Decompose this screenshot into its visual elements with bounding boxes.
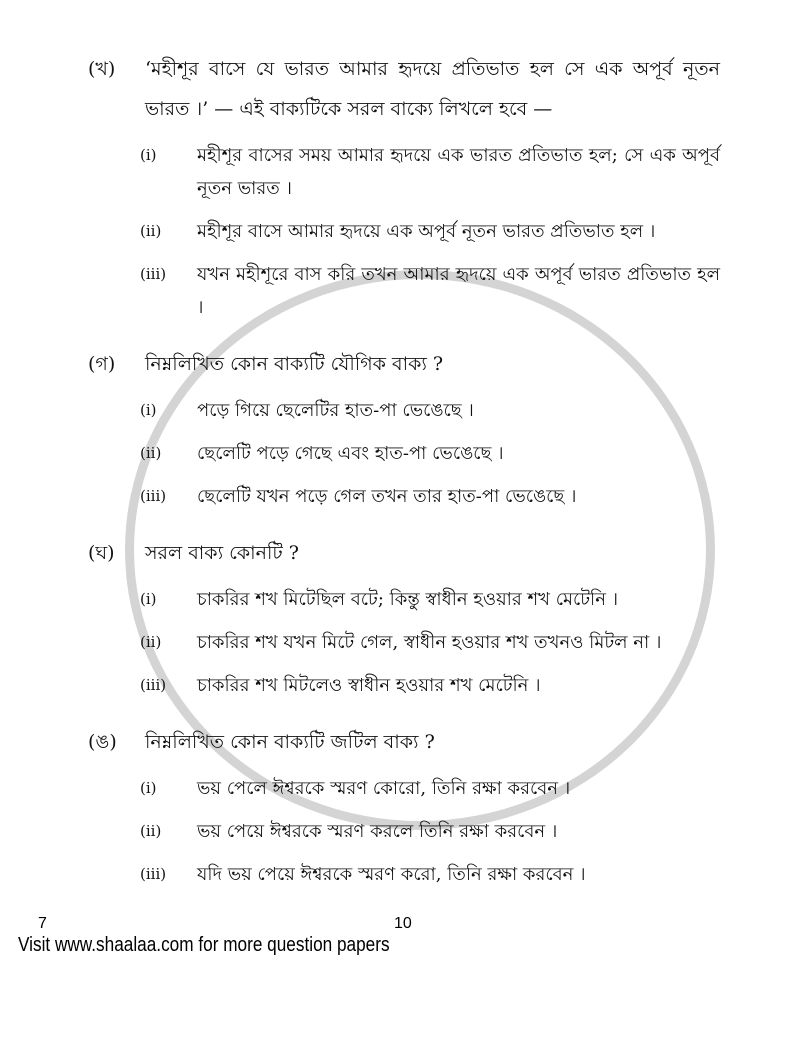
option [140, 858, 720, 891]
option-number: (ii) [140, 222, 162, 240]
option-text: মহীশূর বাসে আমার হৃদয়ে এক অপূর্ব নূতন ভারত প্রতিভাত হল । [197, 221, 656, 242]
question-label: (খ) [88, 58, 116, 80]
footer-left-number: 7 [38, 915, 47, 932]
option [140, 258, 720, 324]
option [140, 394, 720, 427]
question-text: নিম্নলিখিত কোন বাক্যটি জটিল বাক্য ? [145, 731, 435, 753]
question-text: নিম্নলিখিত কোন বাক্যটি যৌগিক বাক্য ? [145, 353, 444, 375]
option [140, 480, 720, 513]
option-number: (iii) [140, 487, 167, 505]
footer-numbers [18, 915, 800, 933]
question-text: ‘মহীশূর বাসে যে ভারত আমার হৃদয়ে প্রতিভাত হল সে এক অপূর্ব নূতন ভারত ।’ — এই বাক্যটিকে সরল বাক্যে লিখলে হবে — [145, 58, 720, 120]
option-text: যখন মহীশূরে বাস করি তখন আমার হৃদয়ে এক অপূর্ব ভারত প্রতিভাত হল । [197, 264, 720, 318]
option-number: (i) [140, 590, 157, 608]
option-text: চাকরির শখ মিটেছিল বটে; কিন্তু স্বাধীন হওয়ার শখ মেটেনি । [197, 589, 619, 610]
option [140, 669, 720, 702]
question-nga [88, 722, 720, 762]
option [140, 215, 720, 248]
option-number: (iii) [140, 865, 167, 883]
option [140, 626, 720, 659]
option [140, 437, 720, 470]
option-text: মহীশূর বাসের সময় আমার হৃদয়ে এক ভারত প্রতিভাত হল; সে এক অপূর্ব নূতন ভারত । [197, 145, 720, 199]
question-label: (ঘ) [88, 542, 115, 564]
option-text: পড়ে গিয়ে ছেলেটির হাত-পা ভেঙেছে । [197, 400, 474, 421]
question-label: (গ) [88, 353, 116, 375]
option-number: (iii) [140, 265, 167, 283]
option [140, 583, 720, 616]
option-number: (iii) [140, 676, 167, 694]
option-text: ছেলেটি পড়ে গেছে এবং হাত-পা ভেঙেছে । [197, 443, 504, 464]
option [140, 772, 720, 805]
option-number: (ii) [140, 822, 162, 840]
option-text: চাকরির শখ মিটলেও স্বাধীন হওয়ার শখ মেটেনি । [197, 675, 541, 696]
option-number: (i) [140, 401, 157, 419]
option-text: যদি ভয় পেয়ে ঈশ্বরকে স্মরণ করো, তিনি রক্ষা করবেন । [197, 864, 586, 885]
option-number: (ii) [140, 633, 162, 651]
option-number: (i) [140, 146, 157, 164]
question-kha [88, 49, 720, 129]
page-number: 10 [394, 915, 412, 932]
option-text: চাকরির শখ যখন মিটে গেল, স্বাধীন হওয়ার শখ তখনও মিটল না । [197, 632, 662, 653]
option-number: (ii) [140, 444, 162, 462]
option-text: ভয় পেলে ঈশ্বরকে স্মরণ কোরো, তিনি রক্ষা করবেন । [197, 778, 571, 799]
footer-visit-link[interactable]: Visit www.shaalaa.com for more question papers [18, 934, 390, 956]
option-number: (i) [140, 779, 157, 797]
option [140, 815, 720, 848]
question-text: সরল বাক্য কোনটি ? [145, 542, 299, 564]
question-ga [88, 344, 720, 384]
footer [0, 915, 800, 963]
option-text: ভয় পেয়ে ঈশ্বরকে স্মরণ করলে তিনি রক্ষা করবেন । [197, 821, 558, 842]
question-label: (ঙ) [88, 731, 117, 753]
question-gha [88, 533, 720, 573]
option-text: ছেলেটি যখন পড়ে গেল তখন তার হাত-পা ভেঙেছে । [197, 486, 577, 507]
option [140, 139, 720, 205]
